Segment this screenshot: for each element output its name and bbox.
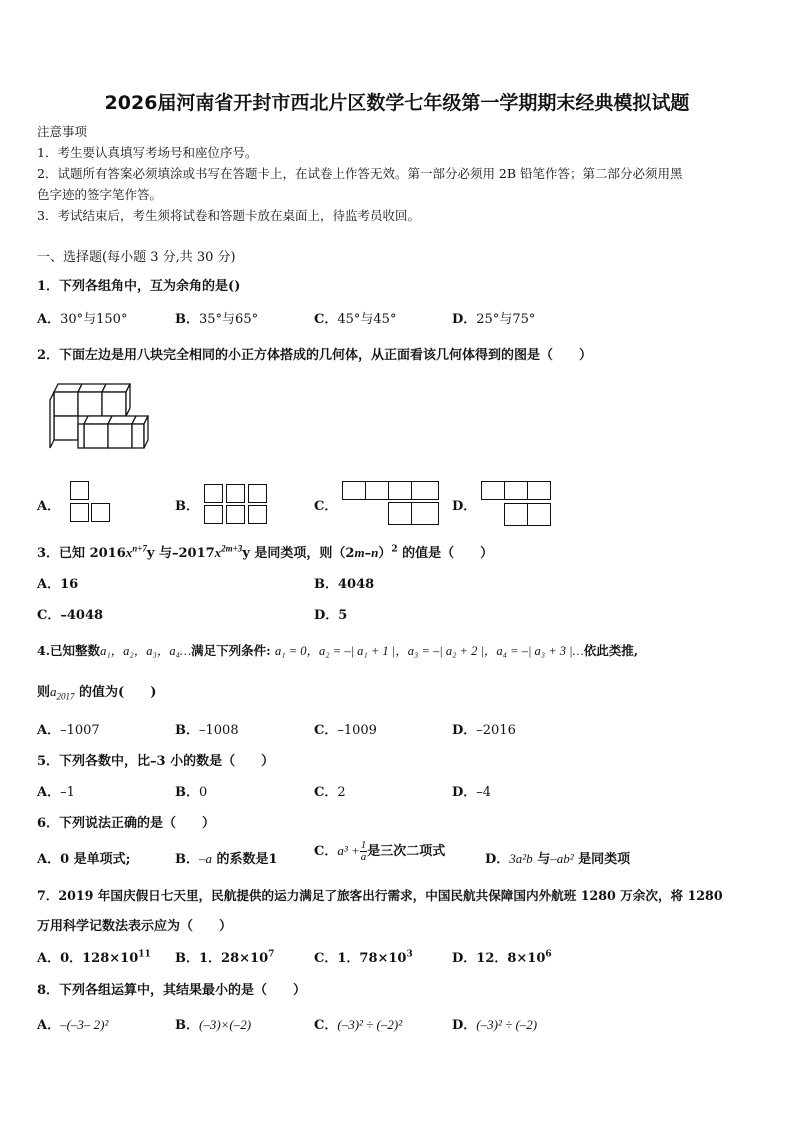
- option-text: 25°与75°: [476, 312, 536, 327]
- q8-option-a: A．–(–3– 2)²: [37, 1017, 109, 1033]
- option-letter: C．: [314, 312, 338, 327]
- question-7-stem-cont: 万用科学记数法表示应为（ ）: [37, 919, 233, 934]
- question-1-stem: 1．下列各组角中，互为余角的是(): [37, 279, 241, 294]
- question-6-stem: 6．下列说法正确的是（ ）: [37, 816, 216, 831]
- question-2-stem: 2．下面左边是用八块完全相同的小正方体搭成的几何体，从正面看该几何体得到的图是（ ）: [37, 348, 593, 363]
- notice-item: 色字迹的签字笔作答。: [37, 187, 163, 202]
- exam-title: 2026届河南省开封市西北片区数学七年级第一学期期末经典模拟试题: [104, 92, 690, 114]
- q1-option-a: [37, 308, 127, 327]
- q8-option-c: C．(–3)² ÷ (–2)²: [314, 1017, 403, 1033]
- q8-option-d: D．(–3)² ÷ (–2): [452, 1017, 538, 1033]
- question-5-stem: 5．下列各数中，比–3 小的数是（ ）: [37, 754, 275, 769]
- q2-option-d-letter: D．: [452, 499, 477, 514]
- q5-option-b: B．0: [175, 785, 208, 800]
- q7-option-a: A．0．$128\times 10^{11}$: [37, 949, 151, 966]
- question-4-stem-cont: 则$a_{2017}$ 的值为( ): [37, 684, 157, 702]
- option-letter: A．: [37, 312, 61, 327]
- option-text: 45°与45°: [337, 312, 397, 327]
- q3-option-b: B．4048: [314, 577, 375, 592]
- q7-option-d: D．12．$8\times 10^6$: [452, 949, 552, 966]
- option-text: 35°与65°: [199, 312, 259, 327]
- option-letter: D．: [452, 312, 477, 327]
- q1-option-b: [175, 308, 258, 327]
- section-heading: 一、选择题(每小题 3 分,共 30 分): [37, 250, 236, 265]
- q4-option-a: A．–1007: [37, 723, 100, 738]
- q4-option-b: B．–1008: [175, 723, 239, 738]
- q7-option-b: B．1．$28\times 10^7$: [175, 949, 275, 966]
- q5-option-c: C．2: [314, 785, 346, 800]
- q3-option-c: C．–4048: [37, 608, 104, 623]
- q3-option-a: A．16: [37, 577, 79, 592]
- notice-item: 1．考生要认真填写考场号和座位序号。: [37, 145, 258, 160]
- option-text: 30°与150°: [60, 312, 128, 327]
- question-4-stem: 4.已知整数a₁，a₂，a₃，a₄…满足下列条件: a₁ = 0，a₂ = –| a₁ + 1 |，a₃ = –| a₂ + 2 |，a₄ = –| a₃ + 3 |…依此类推,: [37, 643, 639, 658]
- q8-option-b: B．(–3)×(–2): [175, 1017, 252, 1033]
- notice-heading: 注意事项: [37, 124, 88, 139]
- question-7-stem: 7．2019 年国庆假日七天里，民航提供的运力满足了旅客出行需求，中国民航共保障国内外航班 1280 万余次，将 1280: [37, 888, 723, 903]
- cube-solid-figure: [44, 378, 154, 458]
- q4-option-d: D．–2016: [452, 723, 516, 738]
- question-3-stem: 3．已知 $2016x^{n+7}y$ 与$-2017x^{2m+3}y$ 是同类项，则$(2m-n)^2$ 的值是（ ）: [37, 543, 494, 561]
- q6-option-d: D．3a²b 与–ab² 是同类项: [485, 851, 631, 867]
- notice-item: 3．考试结束后，考生须将试卷和答题卡放在桌面上，待监考员收回。: [37, 208, 420, 223]
- q2-option-c-letter: C．: [314, 499, 338, 514]
- q3-option-d: D．5: [314, 608, 348, 623]
- question-8-stem: 8．下列各组运算中，其结果最小的是（ ）: [37, 983, 307, 998]
- notice-item: 2．试题所有答案必须填涂或书写在答题卡上，在试卷上作答无效。第一部分必须用 2B 铅笔作答；第二部分必须用黑: [37, 166, 683, 181]
- fraction: $\frac{1}{a}$: [360, 839, 367, 863]
- q2-option-b-letter: B．: [175, 499, 199, 514]
- q7-option-c: C．1．$78\times 10^3$: [314, 949, 413, 966]
- q6-option-b: B．–a 的系数是1: [175, 851, 278, 867]
- q6-option-c: C．a³ + $\frac{1}{a}$ 是三次二项式: [314, 839, 446, 863]
- q2-option-a-letter: A．: [37, 499, 61, 514]
- q4-option-c: C．–1009: [314, 723, 377, 738]
- option-letter: B．: [175, 312, 199, 327]
- q1-option-c: [314, 308, 396, 327]
- q5-option-a: A．–1: [37, 785, 75, 800]
- q5-option-d: D．–4: [452, 785, 492, 800]
- q1-option-d: [452, 308, 535, 327]
- q6-option-a: A．0 是单项式;: [37, 852, 131, 867]
